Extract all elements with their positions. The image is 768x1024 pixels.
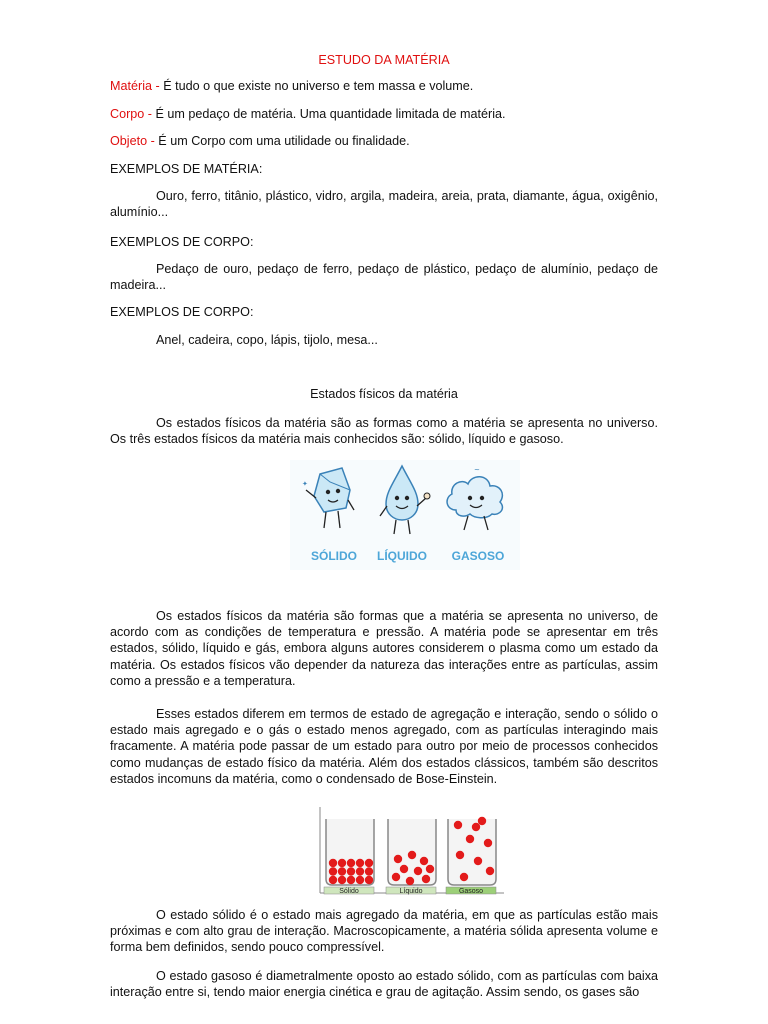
particle: [394, 855, 402, 863]
definition-text: É tudo o que existe no universo e tem massa e volume.: [163, 79, 474, 93]
particle: [454, 821, 462, 829]
particle: [408, 851, 416, 859]
intro-paragraph: Os estados físicos da matéria são as formas como a matéria se apresenta no universo. Os três estados físicos da matéria mais conhecidos são: sólido, líquido e gasoso.: [110, 416, 658, 447]
section-title: Estados físicos da matéria: [310, 387, 458, 401]
liquid-label: LÍQUIDO: [377, 549, 427, 563]
particle: [484, 839, 492, 847]
body-paragraph: O estado gasoso é diametralmente oposto ao estado sólido, com as partículas com baixa interação entre si, tendo maior energia cinética e grau de agitação. Assim sendo, os gases são: [110, 969, 658, 1000]
examples-heading: EXEMPLOS DE CORPO:: [110, 305, 254, 319]
particle: [365, 867, 373, 875]
beakers-figure: [318, 805, 506, 895]
gas-beaker-label: Gasoso: [458, 888, 484, 895]
particle: [472, 823, 480, 831]
particle: [474, 857, 482, 865]
particle: [356, 867, 364, 875]
beaker-gas: [446, 817, 496, 895]
particle: [414, 867, 422, 875]
examples-text: Ouro, ferro, titânio, plástico, vidro, argila, madeira, areia, prata, diamante, água, oxigênio, alumínio...: [110, 189, 658, 220]
page-title: ESTUDO DA MATÉRIA: [318, 53, 450, 67]
definition-text: É um pedaço de matéria. Uma quantidade limitada de matéria.: [155, 107, 506, 121]
particle: [422, 875, 430, 883]
particle: [466, 835, 474, 843]
particle: [365, 876, 373, 884]
body-paragraph: Os estados físicos da matéria são formas que a matéria se apresenta no universo, de acordo com as condições de temperatura e pressão. A matéria pode se apresentar em três estados, sólido, líquido e gás, embora alguns autores considerem o plasma como um estado da matéria. Os estados físicos vão depender da natureza das interações entre as partículas, assim como a pressão e a temperatura.: [110, 609, 658, 688]
particle: [329, 867, 337, 875]
particle: [478, 817, 486, 825]
definition-term: Matéria -: [110, 79, 164, 93]
definition-term: Objeto -: [110, 134, 159, 148]
body-paragraph: O estado sólido é o estado mais agregado da matéria, em que as partículas estão mais próximas e com alto grau de interação. Macroscopicamente, a matéria sólida apresenta volume e forma bem definidos, sendo pouco compressível.: [110, 908, 658, 955]
particle: [460, 873, 468, 881]
svg-text:~: ~: [474, 466, 480, 474]
liquid-beaker-label: Líquido: [399, 888, 423, 895]
definition-term: Corpo -: [110, 107, 156, 121]
examples-heading: EXEMPLOS DE CORPO:: [110, 235, 254, 249]
solid-beaker-label: Sólido: [339, 888, 359, 895]
particle: [347, 867, 355, 875]
particle: [406, 877, 414, 885]
beaker-solid: [324, 819, 374, 895]
particle: [338, 867, 346, 875]
particle: [329, 859, 337, 867]
body-paragraph: Esses estados diferem em termos de estado de agregação e interação, sendo o sólido o estado mais agregado e o gás o estado menos agregado, com as partículas interagindo mais fracamente. A matéria pode passar de um estado para outro por meio de processos conhecidos como mudanças de estado físico da matéria. Além dos estados clássicos, também são descritos estados incomuns da matéria, como o condensado de Bose-Einstein.: [110, 707, 658, 786]
examples-text: Pedaço de ouro, pedaço de ferro, pedaço de plástico, pedaço de alumínio, pedaço de madeira...: [110, 262, 658, 293]
particle: [392, 873, 400, 881]
particle: [456, 851, 464, 859]
particle: [400, 865, 408, 873]
examples-text: Anel, cadeira, copo, lápis, tijolo, mesa...: [156, 333, 378, 347]
particle: [338, 876, 346, 884]
particle: [426, 865, 434, 873]
svg-text:✦: ✦: [302, 480, 308, 488]
solid-label: SÓLIDO: [310, 549, 358, 563]
examples-heading: EXEMPLOS DE MATÉRIA:: [110, 162, 263, 176]
particle: [338, 859, 346, 867]
states-characters-figure: [290, 460, 520, 570]
particle: [347, 876, 355, 884]
particle: [329, 876, 337, 884]
particle: [365, 859, 373, 867]
particle: [486, 867, 494, 875]
particle: [356, 859, 364, 867]
definition-objeto: [110, 133, 658, 149]
definition-corpo: [110, 106, 658, 122]
definition-materia: [110, 78, 658, 94]
particle: [420, 857, 428, 865]
gas-label: GASOSO: [451, 549, 505, 563]
definition-text: É um Corpo com uma utilidade ou finalidade.: [158, 134, 410, 148]
beaker-liquid: [386, 819, 436, 895]
particle: [347, 859, 355, 867]
particle: [356, 876, 364, 884]
